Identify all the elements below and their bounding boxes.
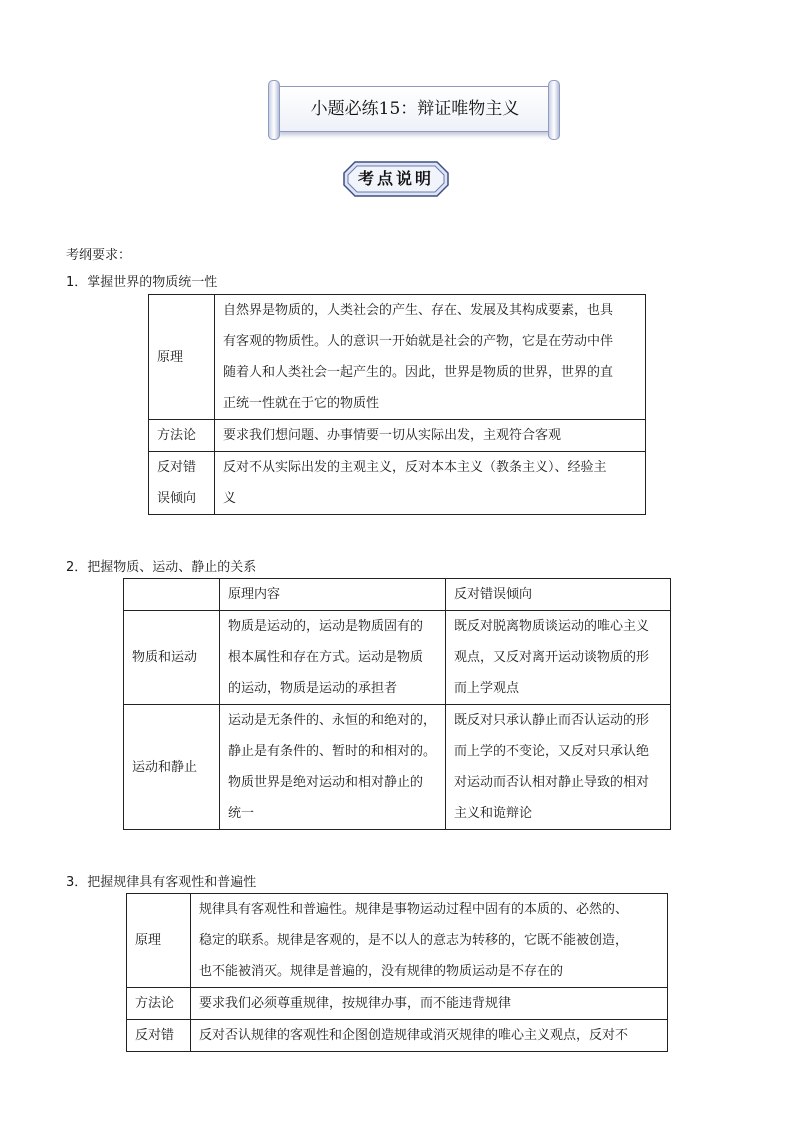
title-banner <box>268 80 560 138</box>
text-line: 有客观的物质性。人的意识一开始就是社会的产物，它是在劳动中伴 <box>223 334 614 349</box>
row-header: 原理 <box>127 894 191 988</box>
section3-heading: 3．把握规律具有客观性和普遍性 <box>66 875 257 890</box>
table-matter-motion-rest <box>123 578 671 830</box>
text-line: 稳定的联系。规律是客观的，是不以人的意志为转移的，它既不能被创造， <box>199 933 629 948</box>
table-header-row <box>124 579 671 611</box>
text-line: 根本属性和存在方式。运动是物质 <box>228 650 424 665</box>
text-line: 的运动，物质是运动的承担者 <box>228 681 398 696</box>
table-row <box>124 611 671 705</box>
table-row <box>149 452 646 515</box>
header-line: 误倾向 <box>157 491 197 506</box>
text-line: 义 <box>223 491 237 506</box>
section2-heading: 2．把握物质、运动、静止的关系 <box>66 560 257 575</box>
scroll-roll-right <box>548 80 560 140</box>
text-line: 主义和诡辩论 <box>454 806 533 821</box>
text-line: 要求我们想问题、办事情要一切从实际出发，主观符合客观 <box>223 428 562 443</box>
text-line: 规律具有客观性和普遍性。规律是事物运动过程中固有的本质的、必然的、 <box>199 902 629 917</box>
row-content <box>191 1020 668 1052</box>
row-content <box>215 295 646 420</box>
text-line: 物质世界是绝对运动和相对静止的 <box>228 775 424 790</box>
table-row <box>127 894 668 988</box>
text-line: 静止是有条件的、暂时的和相对的。 <box>228 744 437 759</box>
header-line: 反对错 <box>157 460 197 475</box>
row-header: 方法论 <box>149 420 215 452</box>
row-header: 运动和静止 <box>124 705 220 830</box>
principle-cell <box>220 611 446 705</box>
badge-label: 考点说明 <box>357 169 434 188</box>
section-badge <box>343 161 449 197</box>
text-line: 自然界是物质的，人类社会的产生、存在、发展及其构成要素，也具 <box>223 303 614 318</box>
scroll-roll-left <box>268 80 280 140</box>
text-line: 物质是运动的，运动是物质固有的 <box>228 619 424 634</box>
text-line: 也不能被消灭。规律是普遍的，没有规律的物质运动是不存在的 <box>199 964 564 979</box>
text-line: 既反对只承认静止而否认运动的形 <box>454 713 650 728</box>
text-line: 正统一性就在于它的物质性 <box>223 396 380 411</box>
table-row <box>149 420 646 452</box>
row-header: 物质和运动 <box>124 611 220 705</box>
empty-header-cell <box>124 579 220 611</box>
text-line: 既反对脱离物质谈运动的唯心主义 <box>454 619 650 634</box>
opposition-cell <box>446 705 671 830</box>
text-line: 随着人和人类社会一起产生的。因此，世界是物质的世界，世界的直 <box>223 365 614 380</box>
text-line: 统一 <box>228 806 255 821</box>
row-content <box>215 420 646 452</box>
table-law-objectivity <box>126 893 668 1052</box>
opposition-cell <box>446 611 671 705</box>
page-title: 小题必练15：辩证唯物主义 <box>310 99 520 119</box>
text-line: 而上学观点 <box>454 681 520 696</box>
table-world-material-unity <box>148 294 646 515</box>
row-content <box>191 988 668 1020</box>
title-banner-body <box>276 86 554 132</box>
text-line: 反对否认规律的客观性和企图创造规律或消灭规律的唯心主义观点，反对不 <box>199 1028 629 1043</box>
text-line: 对运动而否认相对静止导致的相对 <box>454 775 650 790</box>
row-content <box>215 452 646 515</box>
text-line: 反对不从实际出发的主观主义，反对本本主义（教条主义）、经验主 <box>223 460 607 475</box>
table-row <box>127 988 668 1020</box>
text-line: 要求我们必须尊重规律，按规律办事，而不能违背规律 <box>199 996 512 1011</box>
table-row <box>124 705 671 830</box>
row-header: 反对错 <box>127 1020 191 1052</box>
section1-heading: 1．掌握世界的物质统一性 <box>66 275 218 290</box>
row-content <box>191 894 668 988</box>
row-header: 方法论 <box>127 988 191 1020</box>
column-header: 原理内容 <box>220 579 446 611</box>
text-line: 而上学的不变论，又反对只承认绝 <box>454 744 650 759</box>
row-header: 原理 <box>149 295 215 420</box>
row-header <box>149 452 215 515</box>
text-line: 观点，又反对离开运动谈物质的形 <box>454 650 650 665</box>
table-row <box>127 1020 668 1052</box>
column-header: 反对错误倾向 <box>446 579 671 611</box>
principle-cell <box>220 705 446 830</box>
table-row <box>149 295 646 420</box>
text-line: 运动是无条件的、永恒的和绝对的， <box>228 713 437 728</box>
intro-label: 考纲要求： <box>66 248 132 263</box>
